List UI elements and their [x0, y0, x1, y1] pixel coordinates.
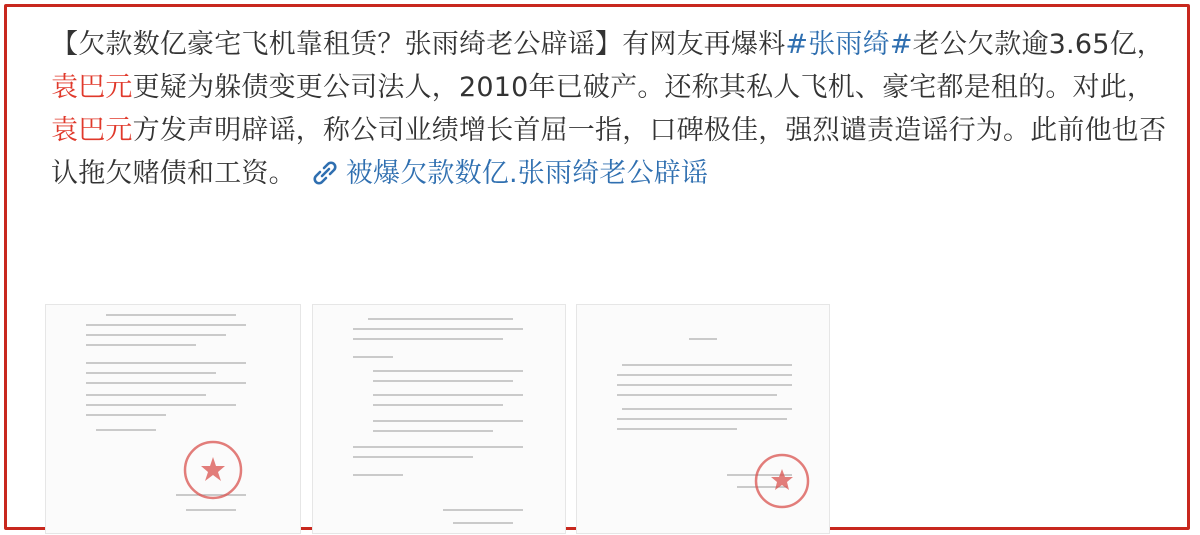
post-text-4: 方发声明辟谣，称公司业绩增长首屈一指，口碑极佳，强烈谴责造谣行为。此前他也否认拖欠赌债和工资。	[51, 115, 1167, 189]
statement-image-2[interactable]	[312, 304, 566, 534]
post-card	[4, 4, 1190, 530]
post-text-1: 有网友再爆料	[622, 29, 786, 60]
post-text-3: 更疑为躲债变更公司法人，2010年已破产。还称其私人飞机、豪宅都是租的。对此，	[132, 72, 1155, 103]
mention-link-2[interactable]: 袁巴元	[51, 115, 133, 146]
mention-link-1[interactable]: 袁巴元	[51, 72, 133, 103]
link-icon[interactable]	[310, 156, 340, 182]
statement-image-3[interactable]	[576, 304, 830, 534]
post-text	[51, 23, 1171, 195]
article-link[interactable]: 被爆欠款数亿.张雨绮老公辟谣	[345, 158, 709, 189]
post-headline: 【欠款数亿豪宅飞机靠租赁？张雨绮老公辟谣】	[51, 29, 623, 60]
hashtag-link[interactable]: #张雨绮#	[785, 29, 913, 60]
post-text-2: 老公欠款逾3.65亿，	[912, 29, 1164, 60]
statement-image-1[interactable]	[45, 304, 301, 534]
